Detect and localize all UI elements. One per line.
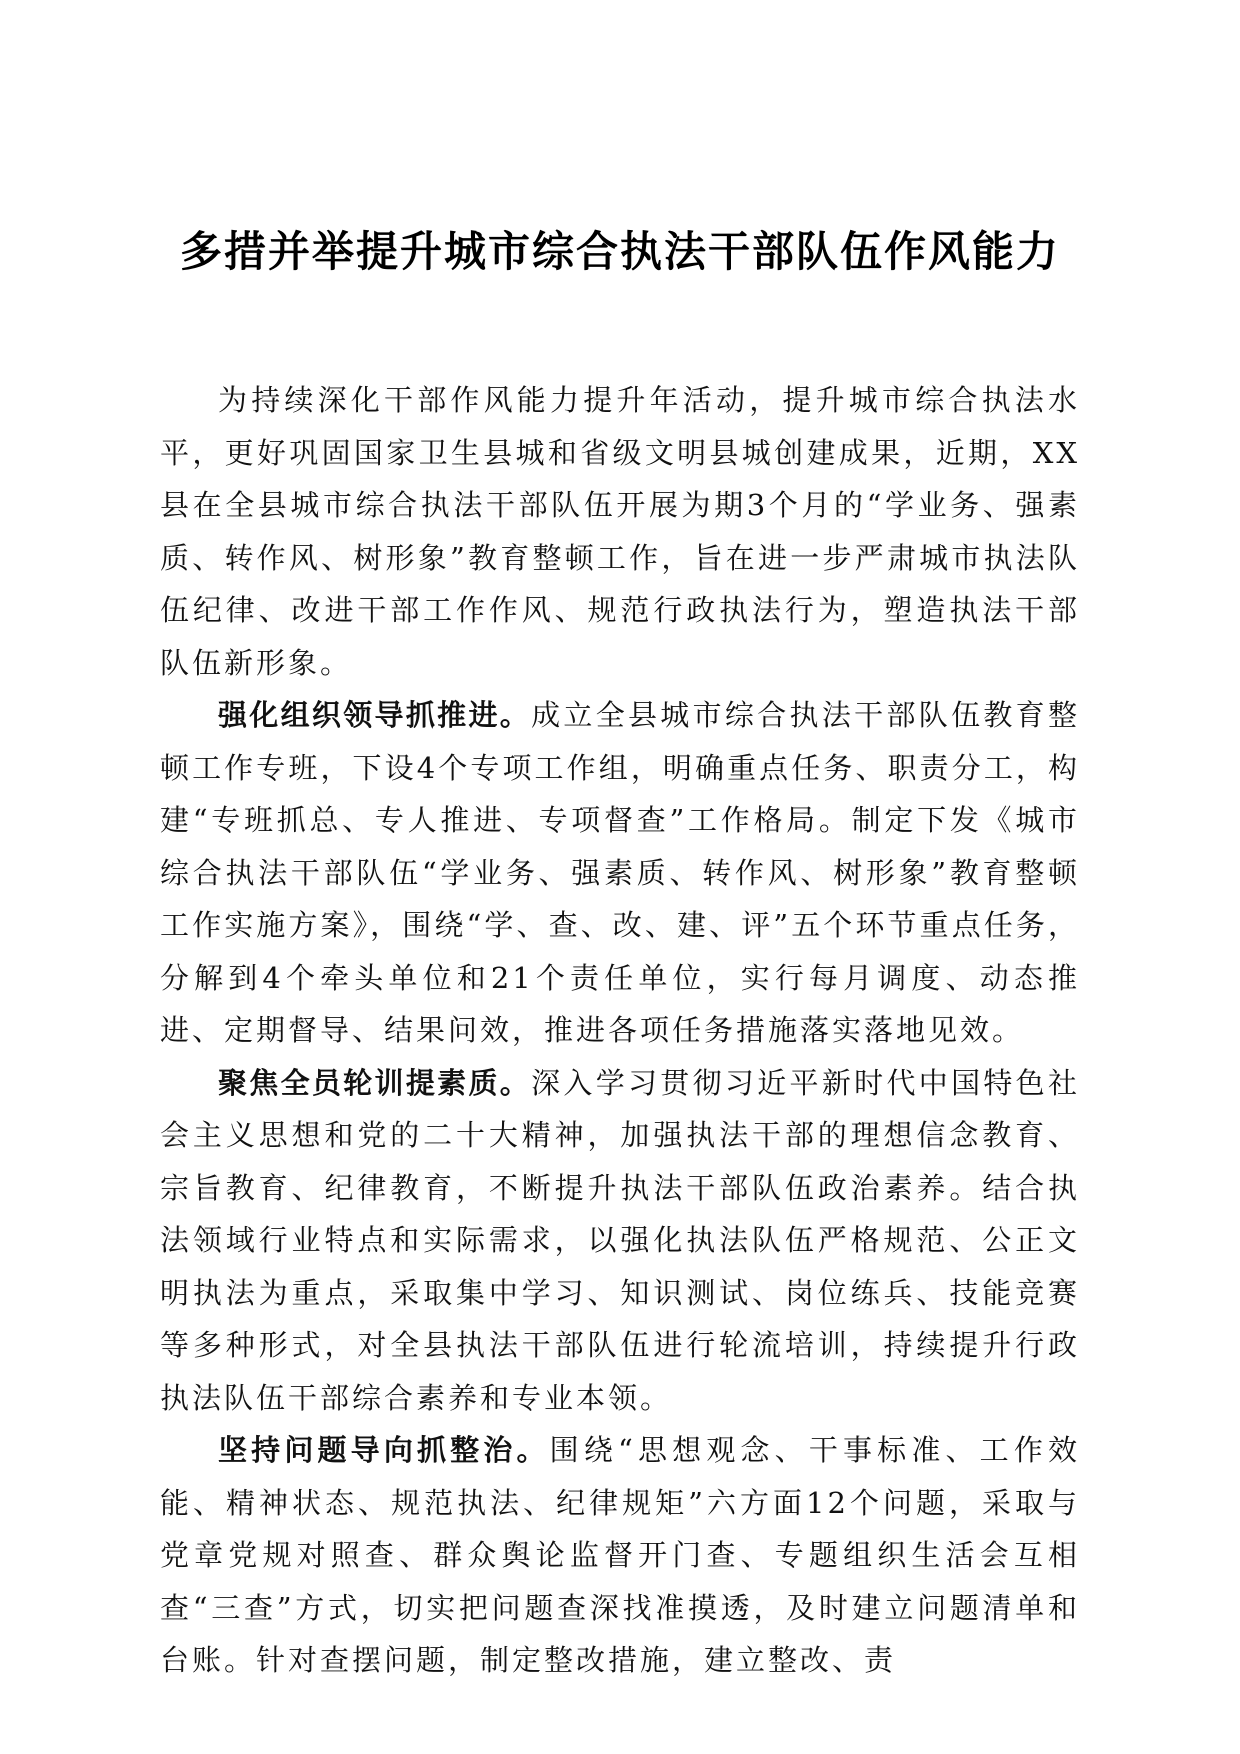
section-text-rectification: 围绕“思想观念、干事标准、工作效能、精神状态、规范执法、纪律规矩”六方面12个问题，采取与党章党规对照查、群众舆论监督开门查、专题组织生活会互相查“三查”方式，切实把问题查深找准摸透，及时建立问题清单和台账。针对查摆问题，制定整改措施，建立整改、责 [160,1433,1080,1677]
section-paragraph-training [160,1057,1080,1425]
section-text-training: 深入学习贯彻习近平新时代中国特色社会主义思想和党的二十大精神，加强执法干部的理想信念教育、宗旨教育、纪律教育，不断提升执法干部队伍政治素养。结合执法领域行业特点和实际需求，以强化执法队伍严格规范、公正文明执法为重点，采取集中学习、知识测试、岗位练兵、技能竞赛等多种形式，对全县执法干部队伍进行轮流培训，持续提升行政执法队伍干部综合素养和专业本领。 [160,1065,1080,1415]
section-paragraph-rectification [160,1424,1080,1687]
document-body [160,374,1080,1687]
document-title: 多措并举提升城市综合执法干部队伍作风能力 [179,227,1060,276]
section-paragraph-organization [160,689,1080,1057]
section-heading-rectification: 坚持问题导向抓整治。 [218,1433,550,1467]
section-heading-training: 聚焦全员轮训提素质。 [218,1065,532,1100]
section-heading-organization: 强化组织领导抓推进。 [218,698,532,732]
section-text-organization: 成立全县城市综合执法干部队伍教育整顿工作专班，下设4个专项工作组，明确重点任务、职责分工，构建“专班抓总、专人推进、专项督查”工作格局。制定下发《城市综合执法干部队伍“学业务、强素质、转作风、树形象”教育整顿工作实施方案》，围绕“学、查、改、建、评”五个环节重点任务，分解到4个牵头单位和21个责任单位，实行每月调度、动态推进、定期督导、结果问效，推进各项任务措施落实落地见效。 [160,698,1080,1047]
intro-paragraph: 为持续深化干部作风能力提升年活动，提升城市综合执法水平，更好巩固国家卫生县城和省级文明县城创建成果，近期，XX县在全县城市综合执法干部队伍开展为期3个月的“学业务、强素质、转作风、树形象”教育整顿工作，旨在进一步严肃城市执法队伍纪律、改进干部工作作风、规范行政执法行为，塑造执法干部队伍新形象。 [160,383,1080,680]
